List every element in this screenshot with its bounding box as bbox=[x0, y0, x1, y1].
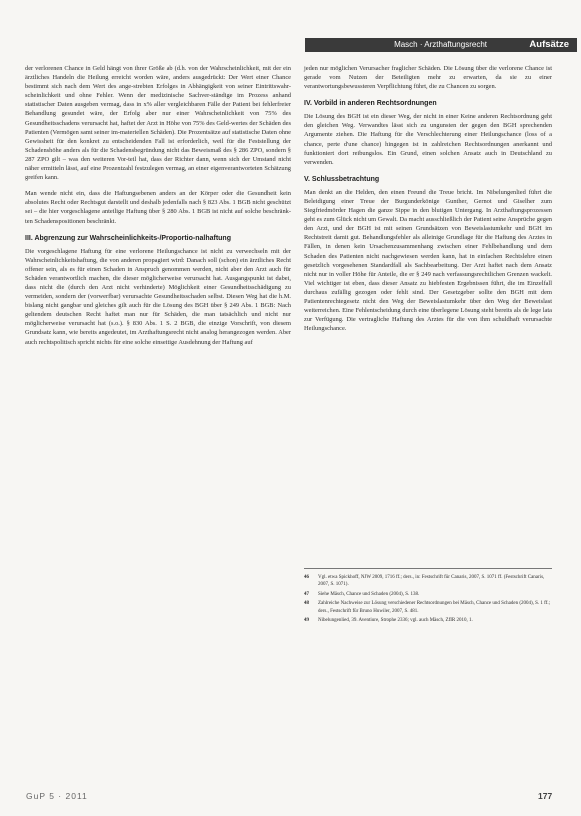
footnote-number: 47 bbox=[304, 591, 309, 597]
footnote bbox=[304, 591, 552, 598]
paragraph: Die Lösung des BGH ist ein dieser Weg, der nicht in einer Keine anderen Rechtsordnung geht den gleichen Weg. Verwandtes lässt sich zu ungunsten der gegen den BGH sprechenden Argumente ziehen. Die Haftung für die Verschlechterung einer Heilungschance (loss of a chance, perte d'une chance) hingegen ist in zahlreichen Rechtsordnungen anerkannt und funktioniert dort reibungslos. Ein Grund, einen solchen Ansatz auch in Deutschland zu verwenden. bbox=[304, 113, 552, 166]
section-label: Aufsätze bbox=[529, 39, 569, 50]
paragraph: jeden nur möglichen Verursacher fraglicher Schäden. Die Lösung über die verlorene Chance ist gerade vom Nutzen der Beteiligten mehr zu erwarten, da sie zu einer verantwortungsbewussteren Verpflichtung führt, die zu Chancen zu sorgen. bbox=[304, 65, 552, 91]
footnotes bbox=[304, 568, 552, 626]
right-column bbox=[304, 64, 552, 340]
running-title: Masch · Arzthaftungsrecht bbox=[394, 40, 487, 49]
paragraph: Die vorgeschlagene Haftung für eine verlorene Heilungschance ist nicht zu verwechseln mit der Wahrscheinlichkeitshaftung, die von anderen propagiert wird: Danach soll (schon) ein ärztliches Recht offener sein, als es für einen Schaden in Anspruch genommen werden, nicht aber den Arzt auch für Schäden verantwortlich machen, die dieser möglicherweise verursacht hat. Ausgangspunkt ist dabei, dass nicht die (durch den Arzt nicht verhinderte) Möglichkeit einer Gesundheitsschädigung zu vermeiden, sondern der (vorwerfbar) verursachte Gesundheitsschaden selbst. Diesen Weg hat die h.M. bislang nicht gangbar und gleiches gilt auch für die Lösung des BGH über § 249 Abs. 1 BGB: Nach geltendem deutschen Recht haftet man nur für Schäden, die man tatsächlich und nicht nur möglicherweise verursacht hat (s.o.). § 830 Abs. 1 S. 2 BGB, die einzige Vorschrift, von diesem Grundsatz kann, wie bereits angedeutet, im Arzthaftungsrecht nicht analog herangezogen werden. Aber auch rechtspolitisch spricht nichts für eine solche einseitige Ausdehnung der Haftung auf bbox=[25, 247, 291, 346]
section-heading: III. Abgrenzung zur Wahrscheinlichkeits-/Proportio-nalhaftung bbox=[25, 234, 231, 242]
footnote bbox=[304, 574, 552, 589]
footnote-text: Vgl. etwa Spickhoff, NJW 2009, 1716 ff.; ders., in: Festschrift für Canaris, 2007, S. 1071 ff. (Festschrift Canaris, 2007, S. 1071). bbox=[318, 575, 545, 588]
footnote-text: Zahlreiche Nachweise zur Lösung verschiedener Rechtsordnungen bei Mäsch, Chance und Schaden (2004), S. 1 ff.; ders., Festschrift für Bruno Huwiler, 2007, S. 481. bbox=[318, 601, 551, 614]
journal-issue: GuP 5 · 2011 bbox=[26, 791, 88, 801]
left-column bbox=[25, 64, 291, 354]
footnote-number: 48 bbox=[304, 601, 309, 607]
page-number: 177 bbox=[538, 791, 553, 801]
footnote-text: Nibelungenlied, 39. Aventiure, Strophe 2336; vgl. auch Mäsch, ZfIR 2010, 1. bbox=[318, 618, 473, 624]
footnote bbox=[304, 617, 552, 624]
footnote-number: 46 bbox=[304, 575, 309, 580]
paragraph: Man denkt an die Helden, den einen Freund die Treue bricht. Im Nibelungenlied führt die Beleidigung einer Treue der Burgunderkönige Gunther, Gernot und Giselher zum Siegfriedmörder Hagen die ganze Sippe in den blutigen Untergang. In Arzthaftungsprozessen geht es zum Glück nicht um Gewalt. Da macht ausschließlich der Patient seine Ansprüche gegen den Arzt, und der BGH ist mit seinen Grundsätzen von Beweislastumkehr und BGH im Rechtstreit damit gut. Behandlungsfehler als alleinige Grundlage für die Haftung des Arztes in Fällen, in denen kein Ursachenzusammenhang zwischen einer Fehlbehandlung und dem Schaden des Patienten nicht nachgewiesen werden kann, hat in einfachen Rechtslehre einen gesetzlich vorgesehenen Standardfall als Sachbearbeitung. Der Arzt haftet nach dem Ansatz nicht nur in voller Höhe für Anteile, die er § 249 nach verfassungsrechtlichen Grenzen wackelt. Viel wichtiger ist eben, dass dieser Ansatz zu hiebfesten Ergebnissen führt, die im Einzelfall durchaus zufällig gezogen oder fehlt sind. Der Gesetzgeber sollte den BGH mit dem Patientenrechtegesetz nicht den Weg der Beweislastumkehr über den Weg der Beweislast weiterreichen. Eine Fehlentscheidung durch eine überlegene Lösung steht bereits als de lege lata zur Verfügung. Die vertragliche Haftung des Arztes für die von ihm schuldhaft verursachte Heilungschance. bbox=[304, 188, 552, 333]
section-heading: IV. Vorbild in anderen Rechtsordnungen bbox=[304, 100, 437, 108]
footnote-number: 49 bbox=[304, 618, 309, 624]
footnote-text: Siehe Mäsch, Chance und Schaden (2004), S. 138. bbox=[318, 591, 420, 597]
paragraph: Man wende nicht ein, dass die Haftungsebenen anders an der Körper oder die Gesundheit kein absolutes Recht oder Rechtsgut darstellt und deshalb jedenfalls nach § 823 Abs. 1 BGB nicht geschützt sei – die hier vorgeschlagene anteilige Haftung über § 280 Abs. 1 BGB ist nicht auf solche beschränk-ten Schadenspositionen beschränkt. bbox=[25, 190, 291, 225]
footnote bbox=[304, 600, 552, 615]
paragraph: der verlorenen Chance in Geld hängt von ihrer Größe ab (d.h. von der Wahrscheinlichkeit, mit der ein ärztliches Handeln die Heilung erreicht worden wäre, anders ausgedrückt: Der Wert einer Chance bestimmt sich nach dem Wert des ange-strebten Erfolges in Abhängigkeit von seiner Eintrittswahr-scheinlichkeit und ohne Fehler. Wenn der medizinische Sachver-ständige im Prozess anhand statistischer Daten ausgeben vermag, dass in x% aller vergleichbaren Fälle der Patient bei fehlerfreier Behandlung gesundet wäre, der Erfolg aber nur einer Wahrscheinlichkeit von 75% des Gesundheitsschadens verursacht hat, haftet der Arzt in Höhe von 75% des Geld-wertes der Schäden des Patienten (Vermögen samt seiner im-materiellen Schäden). Die Prozentsätze auf statistische Daten ohne Gewissheit für den konkret zu entscheidenden Fall ist erforderlich, weil für die Feststellung der Schadenshöhe anders als für die Schadensbegründung nicht das Beweismaß des § 286 ZPO, sondern § 287 ZPO gilt – was den weiteren Vor-teil hat, dass der Richter dann, wenn sich der Umstand nicht näher ermitteln lässt, auf eine Prozentzahl festzulegen vermag, an einer eigenverantworteten Schätzung greifen kann. bbox=[25, 65, 291, 182]
section-heading: V. Schlussbetrachtung bbox=[304, 175, 380, 183]
